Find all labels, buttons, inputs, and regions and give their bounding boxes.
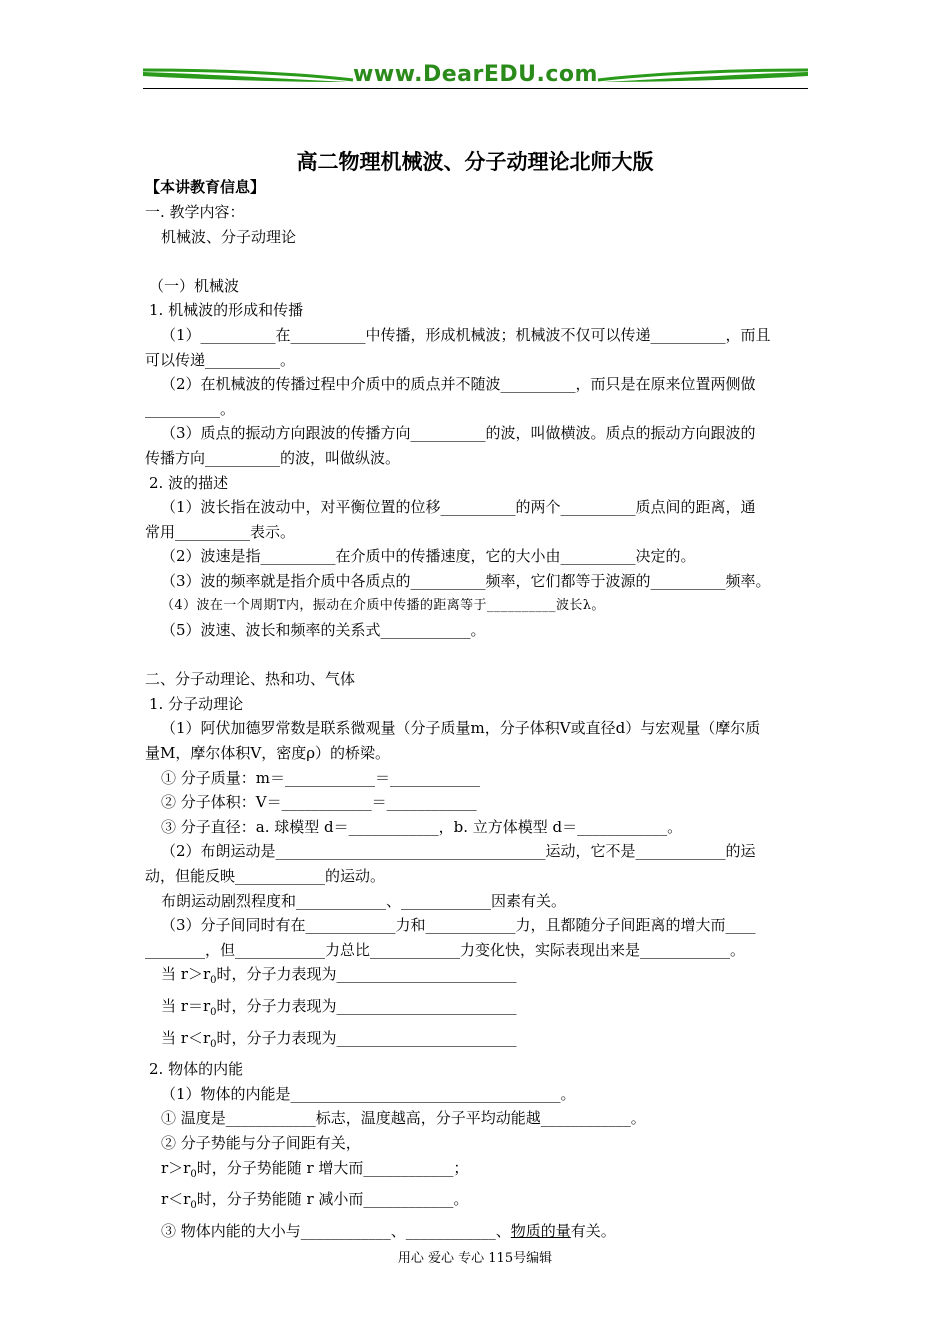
line-sub: 0 <box>210 1038 217 1050</box>
line-post: 时，分子力表现为________________________ <box>216 965 517 984</box>
line-pre: ③ 物体内能的大小与____________、____________、 <box>161 1221 511 1240</box>
text-line <box>145 1026 810 1058</box>
text-line: （1）__________在__________中传播，形成机械波；机械波不仅可以传递__________，而且 <box>161 325 771 344</box>
force-condition-lines <box>145 962 810 1057</box>
text-line: （1）阿伏加德罗常数是联系微观量（分子质量m，分子体积V或直径d）与宏观量（摩尔质 <box>161 719 761 738</box>
text-line: （2）在机械波的传播过程中介质中的质点并不随波__________，而只是在原来位置两侧做 <box>161 375 756 394</box>
text-line: 动，但能反映____________的运动。 <box>145 867 386 886</box>
text-line: （3）分子间同时有在____________力和____________力，且都随分子间距离的增大而____ <box>161 916 756 935</box>
text-line <box>145 249 810 274</box>
text-line: （1）波长指在波动中，对平衡位置的位移__________的两个__________质点间的距离，通 <box>161 498 756 517</box>
text-line: 常用__________表示。 <box>145 522 296 541</box>
line-sub: 0 <box>190 1200 197 1212</box>
line-post: 时，分子势能随 r 增大而____________； <box>196 1158 469 1177</box>
text-line: 可以传递__________。 <box>145 350 296 369</box>
text-line <box>145 643 810 668</box>
text-line: ① 分子质量：m＝____________＝____________ <box>161 768 480 787</box>
text-line: （3）波的频率就是指介质中各质点的__________频率，它们都等于波源的__________频率。 <box>161 571 771 590</box>
text-line: 1. 机械波的形成和传播 <box>149 301 304 320</box>
line-pre: 当 r＞r <box>161 965 211 984</box>
text-line <box>145 1156 810 1188</box>
section-heading: 【本讲教育信息】 <box>145 178 266 196</box>
text-line: __________。 <box>145 399 236 418</box>
line-sub: 0 <box>190 1168 197 1180</box>
line-pre: 当 r＜r <box>161 1028 211 1047</box>
text-line <box>145 994 810 1026</box>
line-pre: r＞r <box>161 1158 191 1177</box>
text-line: 布朗运动剧烈程度和____________、____________因素有关。 <box>161 891 567 910</box>
text-line: （3）质点的振动方向跟波的传播方向__________的波，叫做横波。质点的振动方向跟波的 <box>161 424 756 443</box>
text-line <box>145 1187 810 1219</box>
body-lines-part2 <box>145 1057 810 1155</box>
potential-energy-lines <box>145 1156 810 1219</box>
text-line: 传播方向__________的波，叫做纵波。 <box>145 448 401 467</box>
document-body <box>145 200 810 1243</box>
text-line: ③ 分子直径：a. 球模型 d＝____________，b. 立方体模型 d＝____________。 <box>161 817 683 836</box>
text-line: 机械波、分子动理论 <box>161 227 297 246</box>
line-post: 有关。 <box>570 1221 616 1240</box>
text-line: 2. 物体的内能 <box>149 1060 244 1079</box>
text-line <box>145 962 810 994</box>
line-sub: 0 <box>210 1007 217 1018</box>
text-line: ① 温度是____________标志，温度越高，分子平均动能越____________。 <box>161 1109 646 1128</box>
internal-energy-factors-line <box>145 1219 810 1244</box>
text-line: （1）物体的内能是____________________________________。 <box>161 1084 576 1103</box>
line-post: 时，分子力表现为________________________ <box>216 1028 517 1047</box>
text-line: （4）波在一个周期T内，振动在介质中传播的距离等于__________波长λ。 <box>161 597 605 613</box>
line-sub: 0 <box>210 975 217 987</box>
line-pre: 当 r＝r <box>161 997 211 1015</box>
text-line: ② 分子势能与分子间距有关， <box>161 1133 361 1152</box>
line-post: 时，分子势能随 r 减小而____________。 <box>196 1190 469 1209</box>
document-title: 高二物理机械波、分子动理论北师大版 <box>296 149 654 174</box>
text-line: 量M，摩尔体积V，密度ρ）的桥梁。 <box>145 744 391 763</box>
line-post: 时，分子力表现为________________________ <box>216 997 517 1015</box>
header-divider <box>143 88 808 89</box>
text-line: 二、分子动理论、热和功、气体 <box>145 670 356 689</box>
text-line: 1. 分子动理论 <box>149 694 244 713</box>
body-lines-part1 <box>145 200 810 962</box>
page-footer: 用心 爱心 专心 115号编辑 <box>397 1251 553 1266</box>
text-line: （一）机械波 <box>149 276 240 295</box>
text-line: 一. 教学内容： <box>145 203 245 221</box>
text-line: （2）波速是指__________在介质中的传播速度，它的大小由__________决定的。 <box>161 547 696 566</box>
site-logo-text: www.DearEDU.com <box>353 62 598 87</box>
underlined-term: 物质的量 <box>510 1221 571 1240</box>
text-line: （2）布朗运动是____________________________________运动，它不是____________的运 <box>161 842 756 861</box>
text-line: ________，但____________力总比____________力变化快，实际表现出来是____________。 <box>145 940 746 959</box>
text-line: 2. 波的描述 <box>149 473 229 492</box>
line-pre: r＜r <box>161 1190 191 1209</box>
text-line: （5）波速、波长和频率的关系式____________。 <box>161 621 486 640</box>
text-line: ② 分子体积：V＝____________＝____________ <box>161 793 477 812</box>
